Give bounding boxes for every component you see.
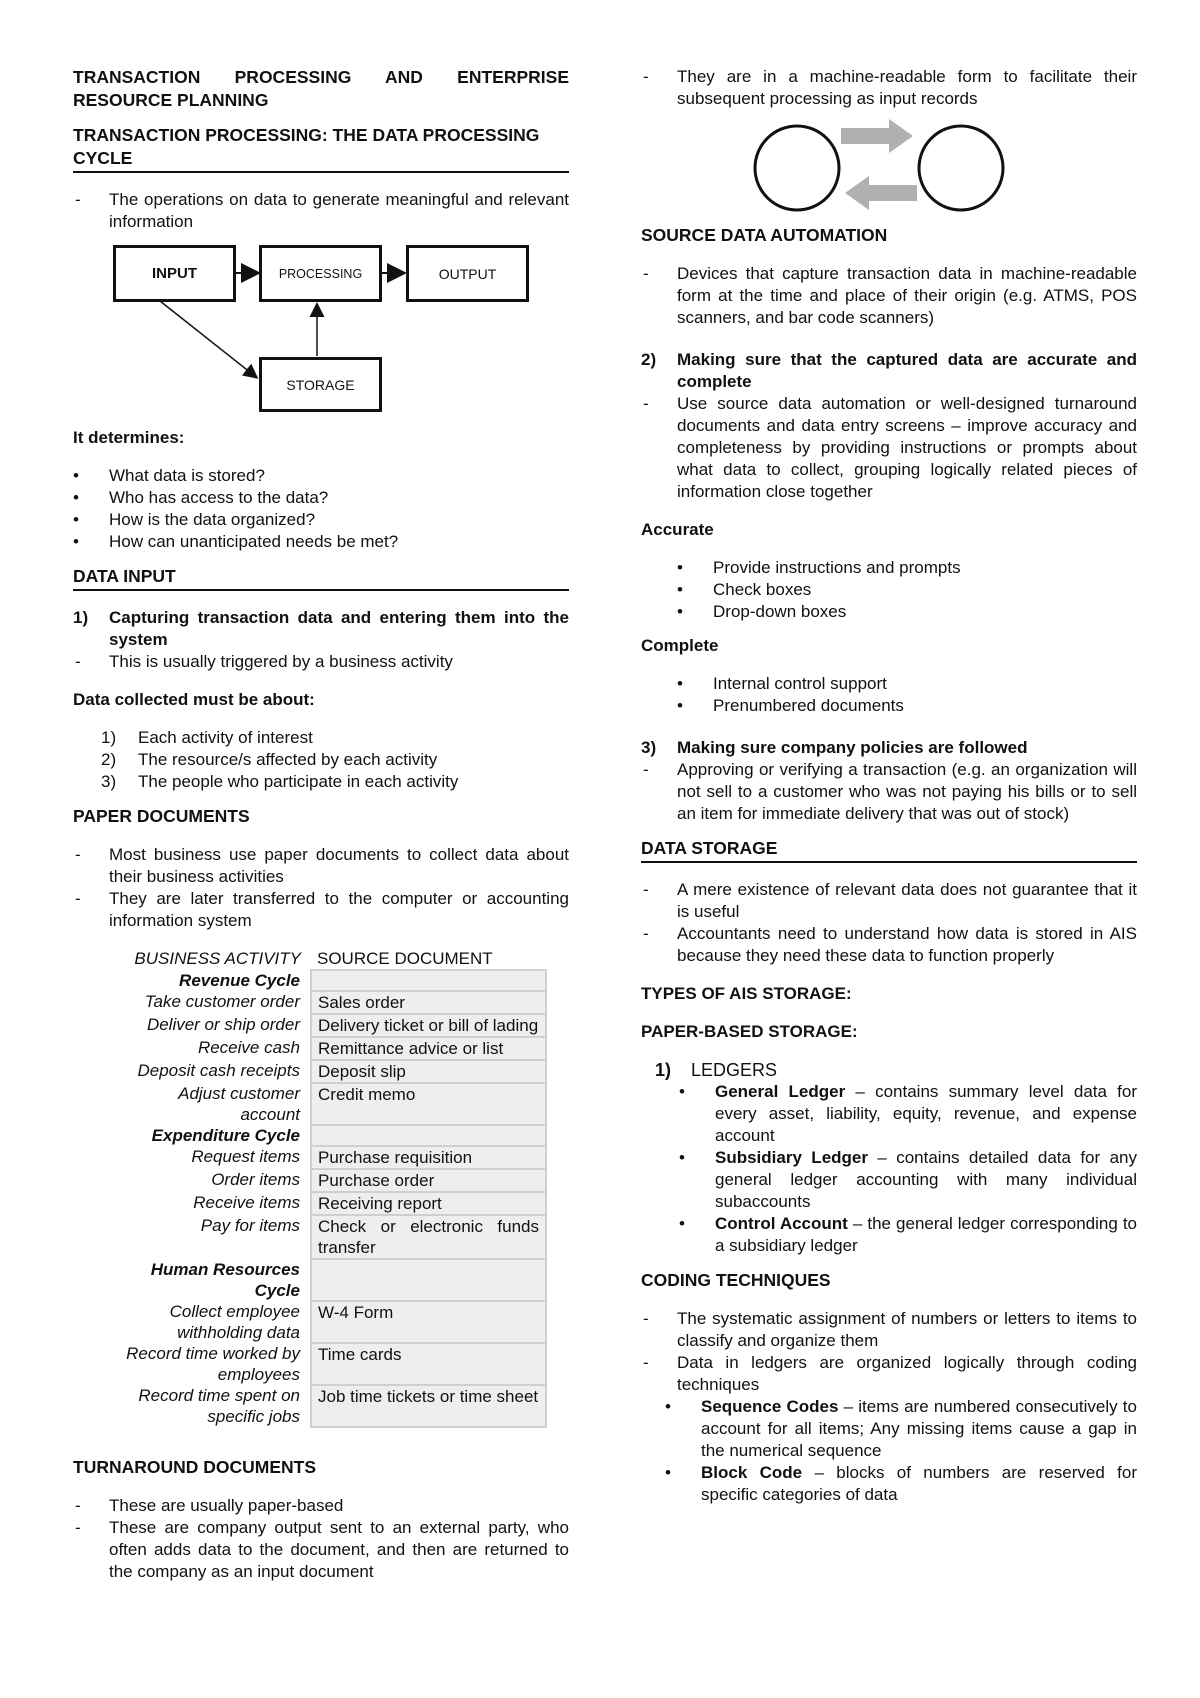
- section-heading-data-storage: DATA STORAGE: [641, 837, 1137, 863]
- output-box: OUTPUT: [406, 245, 529, 302]
- ledger-separator: –: [845, 1082, 876, 1101]
- step-3-note: - Approving or verifying a transaction (e.g. an organization will not sell to a customer who was not paying his bills or to sell an item for immediate delivery that was out of stock): [641, 759, 1137, 825]
- tp-definition: - The operations on data to generate meaningful and relevant information: [73, 189, 569, 233]
- step-3-number: 3): [641, 738, 657, 757]
- source-document-cell: Delivery ticket or bill of lading: [311, 1014, 546, 1037]
- ledgers-text: LEDGERS: [691, 1060, 778, 1080]
- table-row: [109, 991, 546, 1014]
- section-heading-transaction-processing: TRANSACTION PROCESSING: THE DATA PROCESSING CYCLE: [73, 124, 569, 173]
- coding-item: [665, 1396, 1137, 1462]
- arrow-right-shape: [841, 119, 913, 153]
- ledger-description: the general ledger corresponding to a subsidiary ledger: [715, 1214, 1138, 1255]
- step-3-text: Making sure company policies are followed: [677, 738, 1028, 757]
- collected-item: [73, 727, 569, 749]
- storage-note: - Accountants need to understand how data is stored in AIS because they need these data to function properly: [641, 923, 1137, 967]
- determines-item: • Who has access to the data?: [73, 487, 569, 509]
- accurate-title: Accurate: [641, 520, 714, 539]
- ledger-item: [679, 1081, 1137, 1147]
- table-row: [109, 1169, 546, 1192]
- ledgers-heading: [641, 1059, 1137, 1081]
- input-box: INPUT: [113, 245, 236, 302]
- turnaround-note: - These are company output sent to an external party, who often adds data to the document, and then are returned to the company as an input document: [73, 1517, 569, 1583]
- step-2-text: Making sure that the captured data are accurate and complete: [677, 350, 1137, 391]
- right-column: [641, 66, 1137, 1506]
- determines-item: • How is the data organized?: [73, 509, 569, 531]
- source-document-cell: Purchase order: [311, 1169, 546, 1192]
- ledger-term: Control Account: [715, 1214, 848, 1233]
- table-row: [109, 1343, 546, 1385]
- ledger-item: [679, 1147, 1137, 1213]
- source-document-cell: Job time tickets or time sheet: [311, 1385, 546, 1427]
- coding-item: [665, 1462, 1137, 1506]
- source-document-cell: Receiving report: [311, 1192, 546, 1215]
- step-2-number: 2): [641, 350, 657, 369]
- accurate-item: • Drop-down boxes: [677, 601, 1137, 623]
- collected-text: Each activity of interest: [138, 728, 313, 747]
- cycle-name: Revenue Cycle: [179, 971, 300, 990]
- source-document-cell: Credit memo: [311, 1083, 546, 1125]
- coding-note: - The systematic assignment of numbers or letters to items to classify and organize them: [641, 1308, 1137, 1352]
- cycle-name: Expenditure Cycle: [151, 1126, 300, 1145]
- source-document-table: [109, 948, 547, 1428]
- paper-note: - Most business use paper documents to collect data about their business activities: [73, 844, 569, 888]
- table-row: [109, 1146, 546, 1169]
- business-activity-cell: Pay for items: [200, 1216, 300, 1235]
- complete-item: • Internal control support: [677, 673, 1137, 695]
- complete-list: [641, 673, 1137, 717]
- section-heading-data-input: DATA INPUT: [73, 565, 569, 591]
- ledger-separator: –: [867, 1148, 897, 1167]
- turnaround-cycle-diagram: [641, 116, 1137, 216]
- source-document-cell: Check or electronic funds transfer: [311, 1215, 546, 1259]
- header-source-document: SOURCE DOCUMENT: [311, 948, 546, 970]
- section-heading-coding-techniques: CODING TECHNIQUES: [641, 1270, 831, 1290]
- business-activity-cell: Record time spent on specific jobs: [138, 1386, 300, 1426]
- table-row: [109, 1215, 546, 1259]
- table-row: [109, 1037, 546, 1060]
- step-1-heading: [73, 607, 569, 651]
- collected-title: Data collected must be about:: [73, 690, 315, 709]
- source-document-table-body: [109, 948, 546, 1427]
- business-activity-cell: Receive items: [193, 1193, 300, 1212]
- source-document-cell: [311, 970, 546, 991]
- left-column: [73, 66, 569, 1583]
- arrow-left-shape: [845, 176, 917, 210]
- determines-item: • What data is stored?: [73, 465, 569, 487]
- complete-title: Complete: [641, 636, 719, 655]
- table-row: [109, 1083, 546, 1125]
- section-heading-turnaround-documents: TURNAROUND DOCUMENTS: [73, 1457, 317, 1477]
- determines-title: It determines:: [73, 428, 185, 447]
- section-heading-source-data-automation: SOURCE DATA AUTOMATION: [641, 225, 888, 245]
- sda-note: - Devices that capture transaction data in machine-readable form at the time and place of their origin (e.g. ATMS, POS scanners, and bar code scanners): [641, 263, 1137, 329]
- section-heading-paper-documents: PAPER DOCUMENTS: [73, 806, 250, 826]
- ledger-term: General Ledger: [715, 1082, 846, 1101]
- ledger-description: contains detailed data for any general ledger accounting with many individual subaccounts: [715, 1148, 1137, 1211]
- ledger-item: [679, 1213, 1137, 1257]
- business-activity-cell: Record time worked by employees: [126, 1344, 300, 1384]
- step-2-heading: [641, 349, 1137, 393]
- accurate-item: • Check boxes: [677, 579, 1137, 601]
- accurate-list: [641, 557, 1137, 623]
- processing-box: PROCESSING: [259, 245, 382, 302]
- business-activity-cell: Receive cash: [197, 1038, 300, 1057]
- source-document-cell: Deposit slip: [311, 1060, 546, 1083]
- accurate-item: • Provide instructions and prompts: [677, 557, 1137, 579]
- cycle-name: Human Resources Cycle: [150, 1260, 300, 1300]
- coding-term: Sequence Codes: [701, 1397, 839, 1416]
- business-activity-cell: Order items: [211, 1170, 300, 1189]
- header-business-activity: BUSINESS ACTIVITY: [134, 949, 301, 968]
- business-activity-cell: Request items: [191, 1147, 300, 1166]
- turnaround-cycle-graphic: [641, 116, 1137, 216]
- business-activity-cell: Deliver or ship order: [146, 1015, 300, 1034]
- table-row: [109, 1385, 546, 1427]
- table-cycle-row: [109, 1125, 546, 1146]
- step-2-note: - Use source data automation or well-designed turnaround documents and data entry screens – improve accuracy and completeness by providing instructions or prompts about what data to collect, grouping logically related pieces of information close together: [641, 393, 1137, 503]
- source-document-cell: Sales order: [311, 991, 546, 1014]
- data-processing-cycle-diagram: [73, 245, 569, 423]
- collected-item: [73, 749, 569, 771]
- storage-note: - A mere existence of relevant data does not guarantee that it is useful: [641, 879, 1137, 923]
- table-row: [109, 1192, 546, 1215]
- ledger-separator: –: [847, 1214, 868, 1233]
- step-3-heading: [641, 737, 1137, 759]
- collected-text: The people who participate in each activity: [138, 772, 459, 791]
- business-activity-cell: Adjust customer account: [178, 1084, 300, 1124]
- source-document-cell: Purchase requisition: [311, 1146, 546, 1169]
- table-cycle-row: [109, 970, 546, 991]
- table-header-row: [109, 948, 546, 970]
- collected-number: 1): [101, 728, 117, 747]
- determines-item: • How can unanticipated needs be met?: [73, 531, 569, 553]
- coding-note: - Data in ledgers are organized logically through coding techniques: [641, 1352, 1137, 1396]
- step-1-number: 1): [73, 608, 89, 627]
- coding-separator: –: [838, 1397, 859, 1416]
- coding-term: Block Code: [701, 1463, 803, 1482]
- table-row: [109, 1301, 546, 1343]
- turnaround-note: - These are usually paper-based: [73, 1495, 569, 1517]
- turnaround-note: - They are in a machine-readable form to facilitate their subsequent processing as input records: [641, 66, 1137, 110]
- table-row: [109, 1014, 546, 1037]
- storage-box: STORAGE: [259, 357, 382, 412]
- external-party-circle: [919, 126, 1003, 210]
- company-circle: [755, 126, 839, 210]
- business-activity-cell: Take customer order: [144, 992, 300, 1011]
- source-document-cell: Remittance advice or list: [311, 1037, 546, 1060]
- source-document-cell: Time cards: [311, 1343, 546, 1385]
- collected-number: 2): [101, 750, 117, 769]
- coding-description: items are numbered consecutively to account for all items; Any missing items cause a gap in the numerical sequence: [701, 1397, 1137, 1460]
- source-document-cell: [311, 1125, 546, 1146]
- arrow-input-storage: [160, 301, 256, 377]
- table-row: [109, 1060, 546, 1083]
- complete-item: • Prenumbered documents: [677, 695, 1137, 717]
- step-1-note: - This is usually triggered by a business activity: [73, 651, 569, 673]
- ledger-list: [641, 1081, 1137, 1257]
- document-title: TRANSACTION PROCESSING AND ENTERPRISE RESOURCE PLANNING: [73, 67, 569, 110]
- ledger-term: Subsidiary Ledger: [715, 1148, 868, 1167]
- table-cycle-row: [109, 1259, 546, 1301]
- step-1-text: Capturing transaction data and entering them into the system: [109, 608, 569, 649]
- collected-number: 3): [101, 772, 117, 791]
- source-document-cell: [311, 1259, 546, 1301]
- business-activity-cell: Deposit cash receipts: [137, 1061, 300, 1080]
- paper-note: - They are later transferred to the computer or accounting information system: [73, 888, 569, 932]
- ledgers-number: 1): [655, 1060, 672, 1080]
- coding-separator: –: [802, 1463, 837, 1482]
- coding-description: blocks of numbers are reserved for specific categories of data: [701, 1463, 1137, 1504]
- collected-item: [73, 771, 569, 793]
- ledger-description: contains summary level data for every asset, liability, equity, revenue, and expense account: [715, 1082, 1137, 1145]
- paper-based-storage-title: PAPER-BASED STORAGE:: [641, 1022, 858, 1041]
- collected-text: The resource/s affected by each activity: [138, 750, 438, 769]
- types-of-storage-title: TYPES OF AIS STORAGE:: [641, 984, 852, 1003]
- coding-list: [641, 1396, 1137, 1506]
- business-activity-cell: Collect employee withholding data: [169, 1302, 300, 1342]
- source-document-cell: W-4 Form: [311, 1301, 546, 1343]
